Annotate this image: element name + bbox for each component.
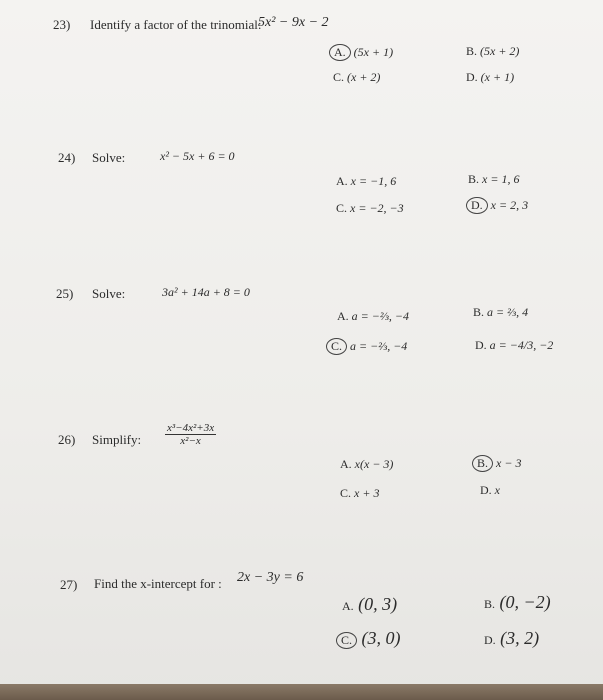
option-value: (0, −2) xyxy=(499,592,551,612)
option-value: (x + 1) xyxy=(480,70,515,84)
option-value: (3, 2) xyxy=(500,628,540,648)
option-a[interactable] xyxy=(333,44,393,61)
option-letter: B. xyxy=(466,44,478,58)
question-number: 23) xyxy=(53,17,71,32)
option-letter: C. xyxy=(333,70,345,84)
question-number: 24) xyxy=(58,150,76,165)
question-expression: 3a² + 14a + 8 = 0 xyxy=(162,285,250,299)
option-b[interactable] xyxy=(476,455,521,472)
option-value: (x + 2) xyxy=(347,70,381,84)
option-value: a = −4/3, −2 xyxy=(489,338,554,352)
question-number: 25) xyxy=(56,286,74,301)
option-c[interactable] xyxy=(330,338,407,355)
option-letter: A. xyxy=(337,309,349,323)
option-value: (5x + 2) xyxy=(480,44,520,58)
question-expression: 2x − 3y = 6 xyxy=(237,570,304,585)
option-d[interactable] xyxy=(466,70,514,85)
question-prompt: Solve: xyxy=(92,150,126,165)
question-fraction xyxy=(165,422,216,447)
option-value: (0, 3) xyxy=(358,594,398,614)
question-expression: 5x² − 9x − 2 xyxy=(258,15,329,30)
option-d[interactable] xyxy=(484,628,539,649)
option-letter: B. xyxy=(472,455,493,472)
option-a[interactable] xyxy=(342,594,397,615)
option-value: x = −2, −3 xyxy=(350,201,404,215)
option-b[interactable] xyxy=(473,305,528,320)
option-d[interactable] xyxy=(480,483,500,498)
option-d[interactable] xyxy=(470,197,528,214)
option-letter: A. xyxy=(329,44,351,61)
fraction-numerator: x³−4x²+3x xyxy=(167,422,215,434)
option-letter: D. xyxy=(484,633,496,647)
option-b[interactable] xyxy=(468,172,519,187)
option-value: (5x + 1) xyxy=(353,45,394,59)
question-prompt: Find the x-intercept for : xyxy=(94,576,222,591)
question-prompt: Solve: xyxy=(92,286,126,301)
option-value: x = −1, 6 xyxy=(350,174,397,188)
option-value: x = 2, 3 xyxy=(490,198,529,212)
option-value: (3, 0) xyxy=(361,628,401,648)
question-number: 27) xyxy=(60,577,78,592)
option-letter: B. xyxy=(473,305,485,319)
option-letter: D. xyxy=(466,197,488,214)
option-value: x xyxy=(494,483,500,497)
option-c[interactable] xyxy=(340,628,401,649)
option-a[interactable] xyxy=(337,309,409,324)
option-c[interactable] xyxy=(333,70,380,85)
option-letter: C. xyxy=(336,201,348,215)
option-value: a = ⅔, 4 xyxy=(487,305,529,319)
option-letter: C. xyxy=(336,632,357,649)
question-prompt: Simplify: xyxy=(92,432,142,447)
option-value: x = 1, 6 xyxy=(482,172,520,186)
option-letter: A. xyxy=(342,599,354,613)
option-d[interactable] xyxy=(475,338,553,353)
option-letter: C. xyxy=(326,338,347,355)
option-b[interactable] xyxy=(466,44,519,59)
option-letter: A. xyxy=(336,174,348,188)
option-letter: A. xyxy=(340,457,352,471)
option-value: x − 3 xyxy=(496,456,522,470)
option-value: a = −⅔, −4 xyxy=(351,309,409,323)
table-edge xyxy=(0,684,603,700)
option-a[interactable] xyxy=(340,457,393,472)
question-number: 26) xyxy=(58,432,76,447)
option-b[interactable] xyxy=(484,592,551,613)
fraction-denominator: x²−x xyxy=(180,435,201,447)
option-c[interactable] xyxy=(336,201,404,216)
option-letter: D. xyxy=(475,338,487,352)
option-value: a = −⅔, −4 xyxy=(350,339,408,353)
option-value: x + 3 xyxy=(354,486,380,500)
option-c[interactable] xyxy=(340,486,379,501)
option-letter: B. xyxy=(484,597,496,611)
option-a[interactable] xyxy=(336,174,396,189)
option-letter: D. xyxy=(466,70,478,84)
option-letter: B. xyxy=(468,172,480,186)
option-letter: C. xyxy=(340,486,352,500)
option-letter: D. xyxy=(480,483,492,497)
option-value: x(x − 3) xyxy=(354,457,394,471)
question-prompt: Identify a factor of the trinomial: xyxy=(90,17,262,32)
question-expression: x² − 5x + 6 = 0 xyxy=(160,149,235,163)
